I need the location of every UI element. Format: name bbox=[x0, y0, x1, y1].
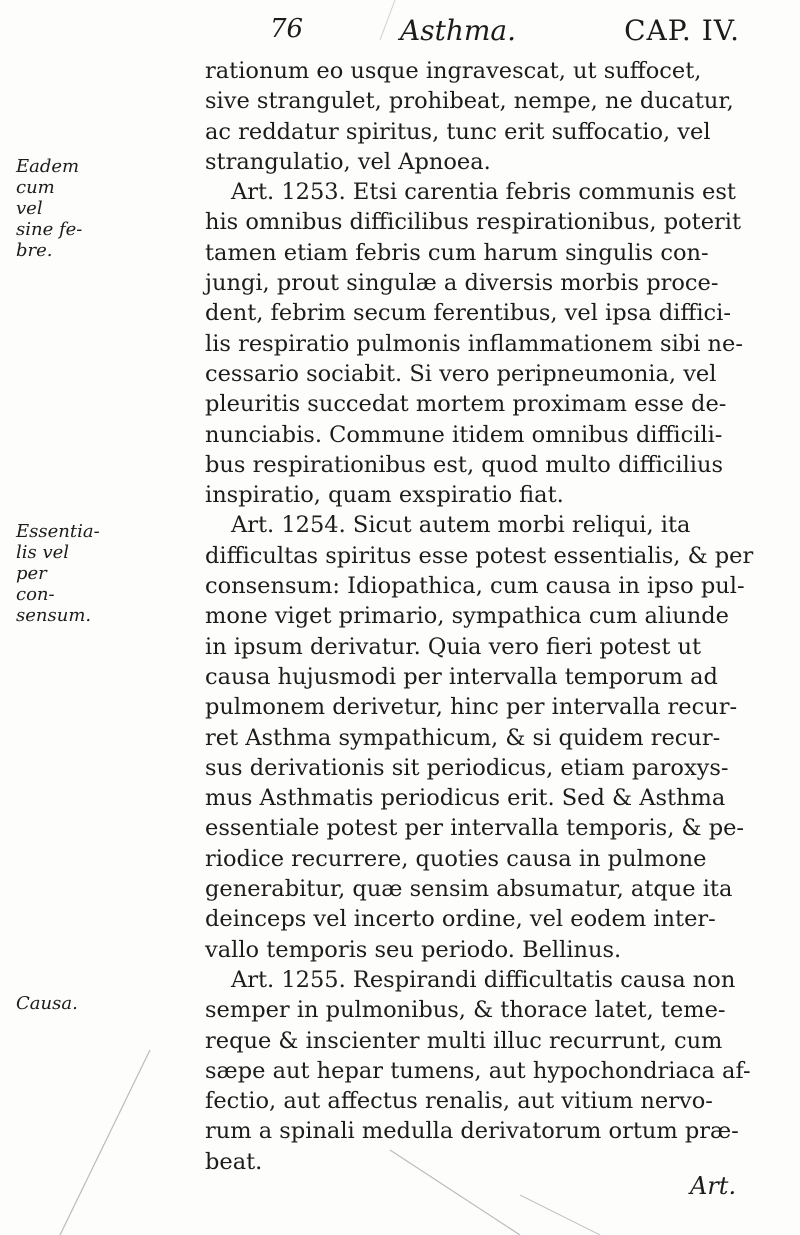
text-line: reque & inscienter multi illuc recurrunt, cum bbox=[205, 1027, 723, 1054]
margin-note-line: Causa. bbox=[16, 993, 78, 1014]
margin-note-line: lis vel bbox=[16, 542, 70, 563]
page-number: 76 bbox=[270, 14, 304, 44]
margin-note-line: Eadem bbox=[16, 156, 80, 177]
text-line: mus Asthmatis periodicus erit. Sed & Asthma bbox=[205, 785, 726, 812]
text-line: generabitur, quæ sensim absumatur, atque ita bbox=[205, 876, 733, 903]
text-line: Art. 1254. Sicut autem morbi reliqui, ita bbox=[231, 512, 691, 539]
text-line: pulmonem derivetur, hinc per intervalla recur- bbox=[205, 694, 738, 721]
margin-note-line: sine fe- bbox=[16, 219, 83, 240]
text-line: difficultas spiritus esse potest essentialis, & per bbox=[205, 542, 754, 569]
text-line: strangulatio, vel Apnoea. bbox=[205, 148, 491, 175]
text-line: in ipsum derivatur. Quia vero fieri potest ut bbox=[205, 633, 702, 660]
page-header bbox=[270, 14, 740, 54]
text-line: causa hujusmodi per intervalla temporum ad bbox=[205, 663, 718, 690]
text-line: nunciabis. Commune itidem omnibus difficili- bbox=[205, 421, 723, 448]
margin-note-essentialis bbox=[16, 521, 100, 626]
text-line: Art. 1253. Etsi carentia febris communis est bbox=[231, 179, 736, 206]
text-line: rationum eo usque ingravescat, ut suffocet, bbox=[205, 58, 702, 84]
margin-note-causa bbox=[16, 993, 86, 1014]
text-line: essentiale potest per intervalla temporis, & pe- bbox=[205, 815, 745, 842]
text-line: sive strangulet, prohibeat, nempe, ne ducatur, bbox=[205, 88, 734, 115]
text-line: sæpe aut hepar tumens, aut hypochondriaca af- bbox=[205, 1057, 751, 1084]
text-line: semper in pulmonibus, & thorace latet, teme- bbox=[205, 997, 726, 1024]
text-line: cessario sociabit. Si vero peripneumonia, vel bbox=[205, 360, 717, 387]
text-line: fectio, aut affectus renalis, aut vitium nervo- bbox=[205, 1088, 713, 1115]
text-line: deinceps vel incerto ordine, vel eodem inter- bbox=[205, 906, 716, 933]
text-line: ret Asthma sympathicum, & si quidem recur- bbox=[205, 724, 721, 751]
text-line: vallo temporis seu periodo. Bellinus. bbox=[205, 936, 622, 963]
margin-note-line: bre. bbox=[16, 240, 53, 261]
text-line: his omnibus difficilibus respirationibus, poterit bbox=[205, 209, 742, 236]
margin-note-line: cum vel bbox=[16, 177, 55, 219]
text-line: riodice recurrere, quoties causa in pulmone bbox=[205, 845, 707, 872]
margin-note-line: per con- bbox=[16, 563, 55, 605]
margin-note-line: sensum. bbox=[16, 605, 92, 626]
text-line: Art. 1255. Respirandi difficultatis causa non bbox=[231, 966, 736, 993]
text-line: bus respirationibus est, quod multo difficilius bbox=[205, 451, 724, 478]
text-line: pleuritis succedat mortem proximam esse de- bbox=[205, 391, 727, 418]
text-line: rum a spinali medulla derivatorum ortum præ- bbox=[205, 1118, 739, 1145]
text-line: ac reddatur spiritus, tunc erit suffocatio, vel bbox=[205, 118, 711, 145]
text-line: dent, febrim secum ferentibus, vel ipsa diffici- bbox=[205, 300, 731, 327]
running-title: Asthma. bbox=[400, 14, 517, 47]
text-line: jungi, prout singulæ a diversis morbis proce- bbox=[205, 270, 719, 297]
text-line: tamen etiam febris cum harum singulis con- bbox=[205, 239, 709, 266]
text-line: inspiratio, quam exspiratio fiat. bbox=[205, 482, 564, 509]
margin-note-eadem bbox=[16, 156, 86, 261]
text-line: mone viget primario, sympathica cum aliunde bbox=[205, 603, 729, 630]
chapter-label: CAP. IV. bbox=[624, 14, 740, 47]
text-line: beat. bbox=[205, 1148, 263, 1175]
main-text bbox=[205, 56, 754, 1177]
text-line: consensum: Idiopathica, cum causa in ipso pul- bbox=[205, 573, 745, 600]
margin-note-line: Essentia- bbox=[16, 521, 100, 542]
text-line: lis respiratio pulmonis inflammationem sibi ne- bbox=[205, 330, 743, 357]
text-line: sus derivationis sit periodicus, etiam paroxys- bbox=[205, 754, 729, 781]
catchword: Art. bbox=[690, 1172, 737, 1200]
